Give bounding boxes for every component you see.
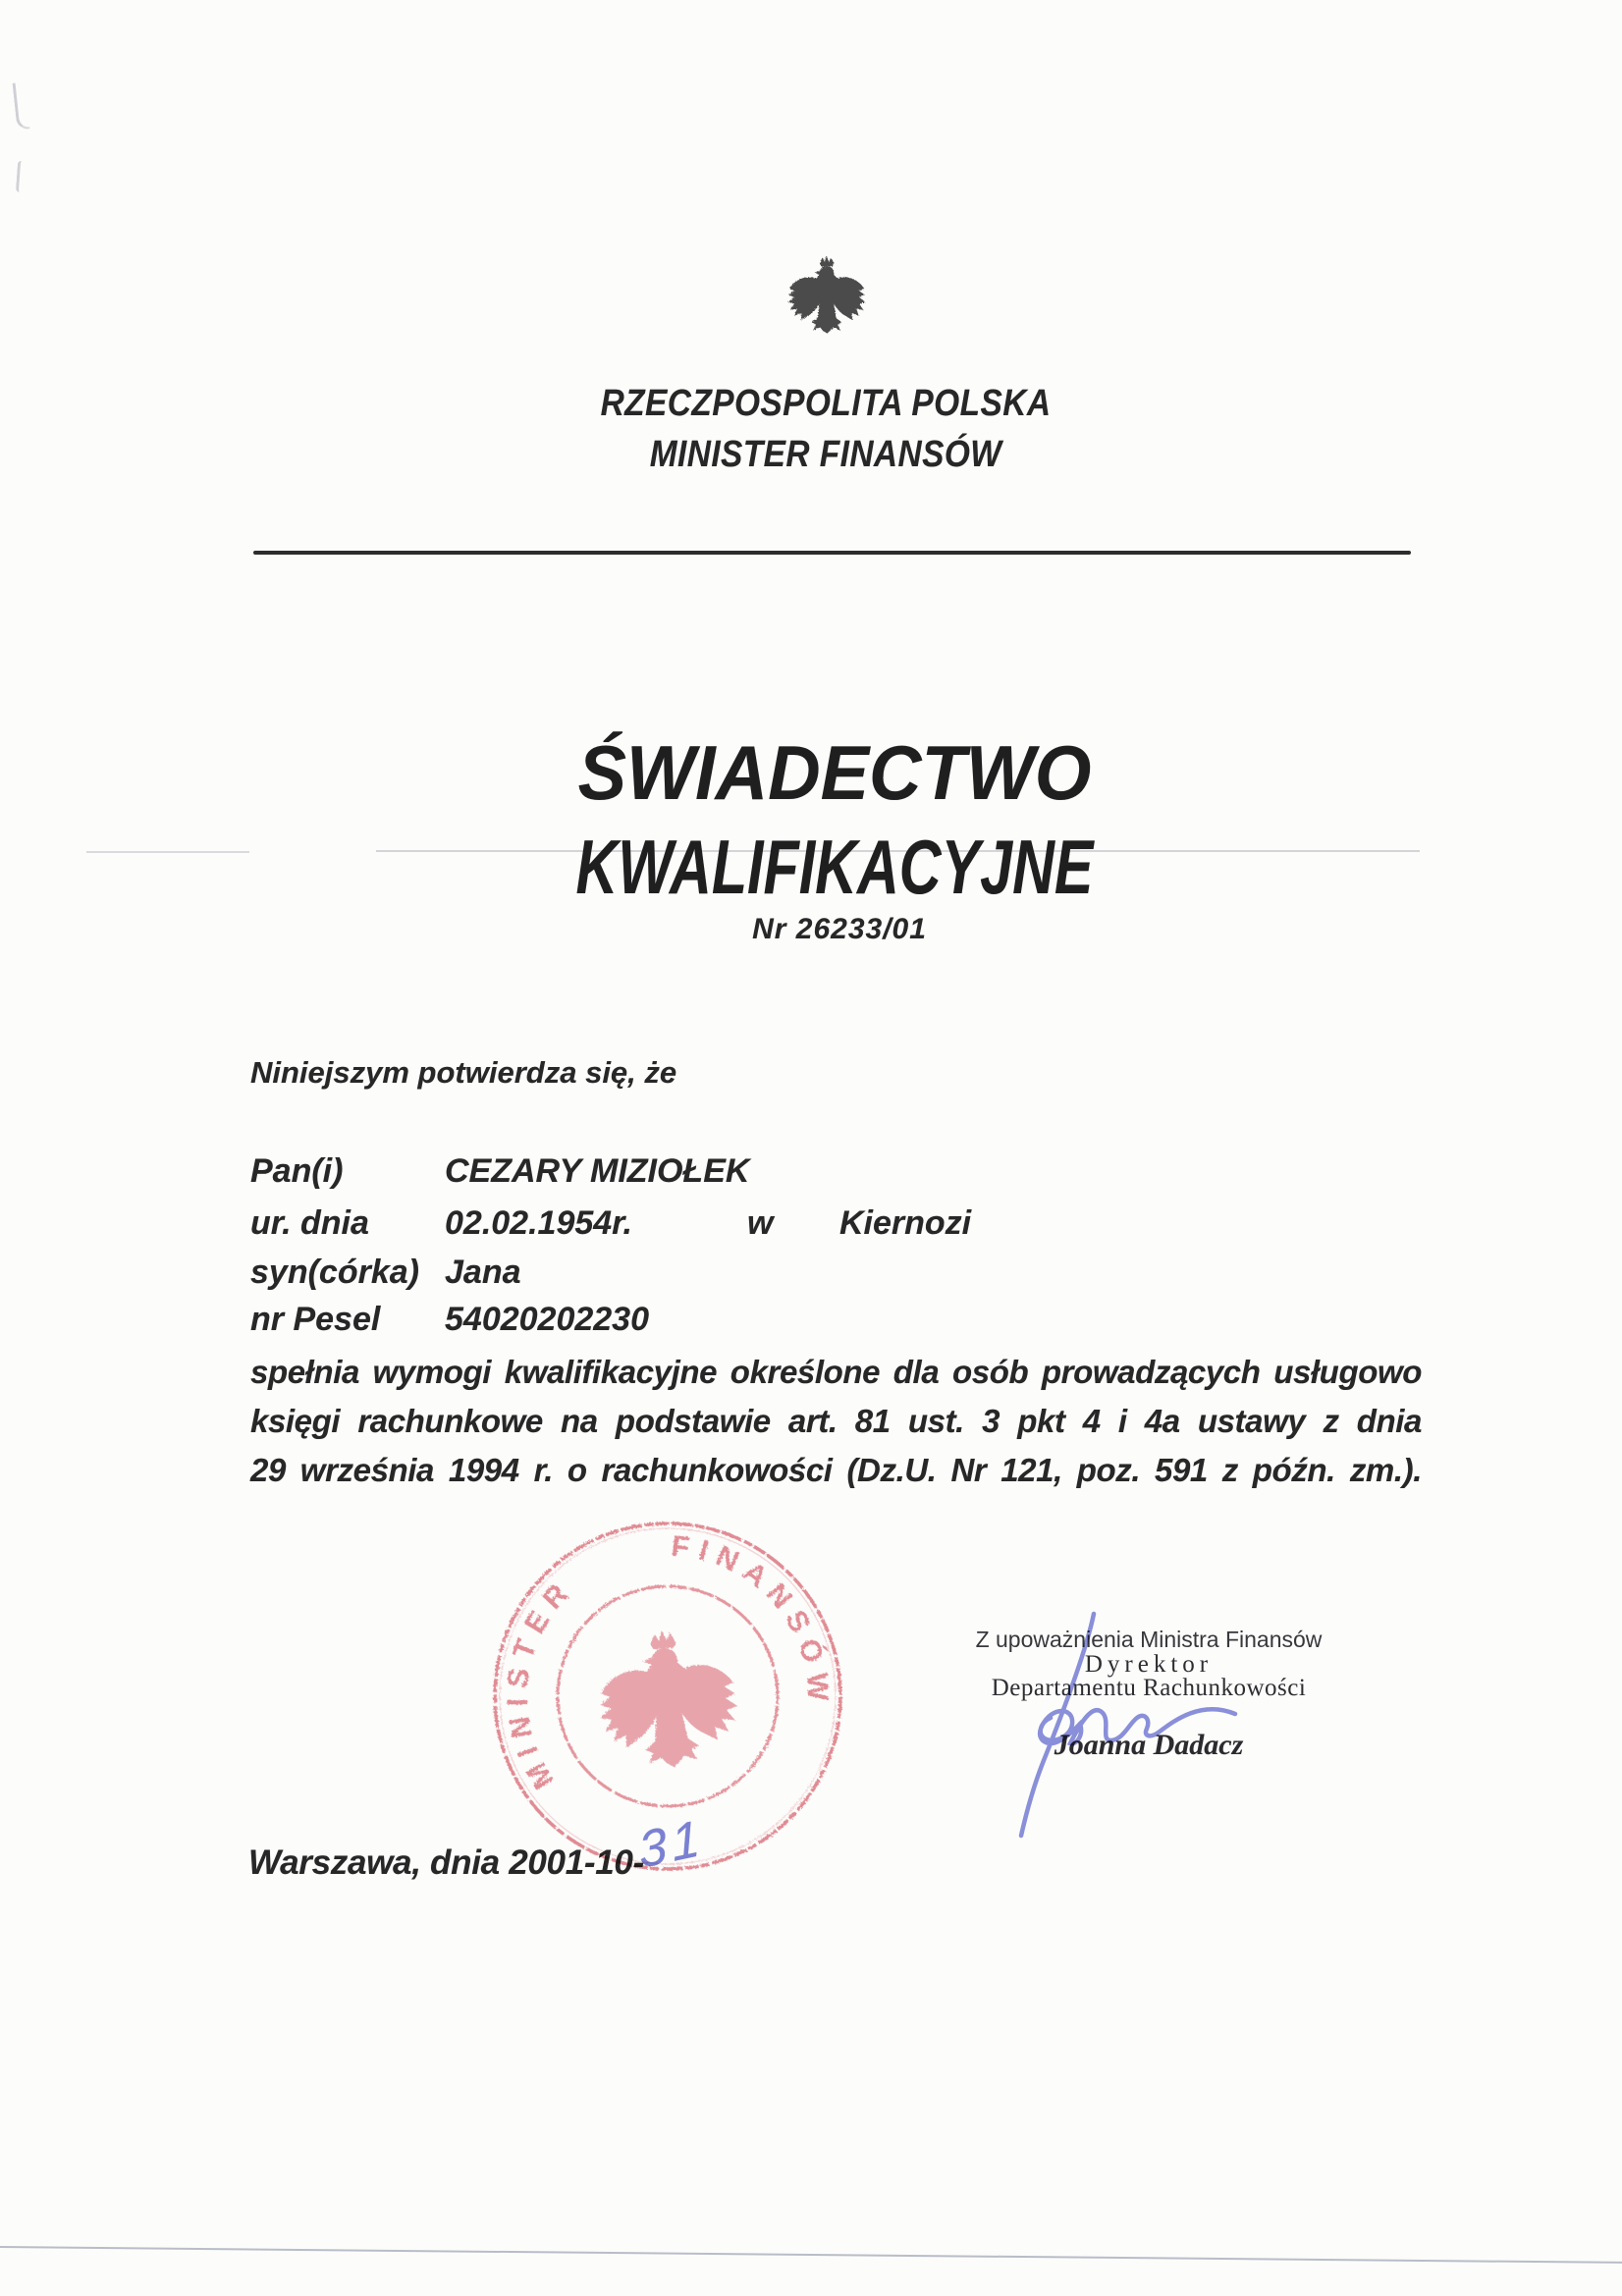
paragraph-line: 29 września 1994 r. o rachunkowości (Dz.U. Nr 121, poz. 591 z późn. zm.).	[250, 1452, 1422, 1488]
paragraph-line: księgi rachunkowe na podstawie art. 81 ust. 3 pkt 4 i 4a ustawy z dnia	[250, 1403, 1422, 1439]
header-divider	[253, 551, 1411, 555]
certificate-title-line1: ŚWIADECTWO	[577, 729, 1092, 816]
field-value: 54020202230	[445, 1301, 650, 1338]
date-line: Warszawa, dnia 2001-10-	[248, 1843, 644, 1882]
national-emblem-icon	[784, 250, 870, 343]
signatory-name: Joanna Dadacz	[1054, 1729, 1244, 1761]
page-edge-line	[0, 2246, 1622, 2264]
certificate-number: Nr 26233/01	[752, 913, 927, 945]
field-value: CEZARY MIZIOŁEK	[445, 1152, 750, 1190]
field-label: nr Pesel	[250, 1301, 381, 1338]
field-conjunction: w	[747, 1204, 774, 1242]
scan-mark	[16, 161, 28, 193]
intro-text: Niniejszym potwierdza się, że	[250, 1055, 677, 1090]
stamp-ring-text: MINISTER FINANSÓW	[501, 1529, 835, 1794]
authorization-line: Z upoważnienia Ministra Finansów	[975, 1627, 1323, 1652]
scan-mark	[13, 81, 30, 130]
paragraph-line: spełnia wymogi kwalifikacyjne określone dla osób prowadzących usługowo	[250, 1354, 1422, 1390]
scan-artifact-line	[86, 851, 249, 853]
signature-ink	[982, 1598, 1276, 1853]
header-country: RZECZPOSPOLITA POLSKA	[600, 383, 1052, 424]
certificate-title-line2: KWALIFIKACYJNE	[575, 824, 1094, 910]
field-label: syn(córka)	[250, 1254, 419, 1291]
field-birthplace: Kiernozi	[839, 1204, 972, 1242]
field-value: 02.02.1954r.	[445, 1204, 632, 1242]
department-title: Departamentu Rachunkowości	[991, 1675, 1307, 1701]
stamp-eagle-icon	[593, 1625, 742, 1773]
field-value: Jana	[445, 1254, 521, 1291]
handwritten-day: 31	[635, 1808, 708, 1881]
director-title: Dyrektor	[1084, 1651, 1214, 1678]
field-label: ur. dnia	[250, 1204, 369, 1242]
field-label: Pan(i)	[250, 1152, 344, 1190]
header-ministry: MINISTER FINANSÓW	[649, 434, 1002, 475]
